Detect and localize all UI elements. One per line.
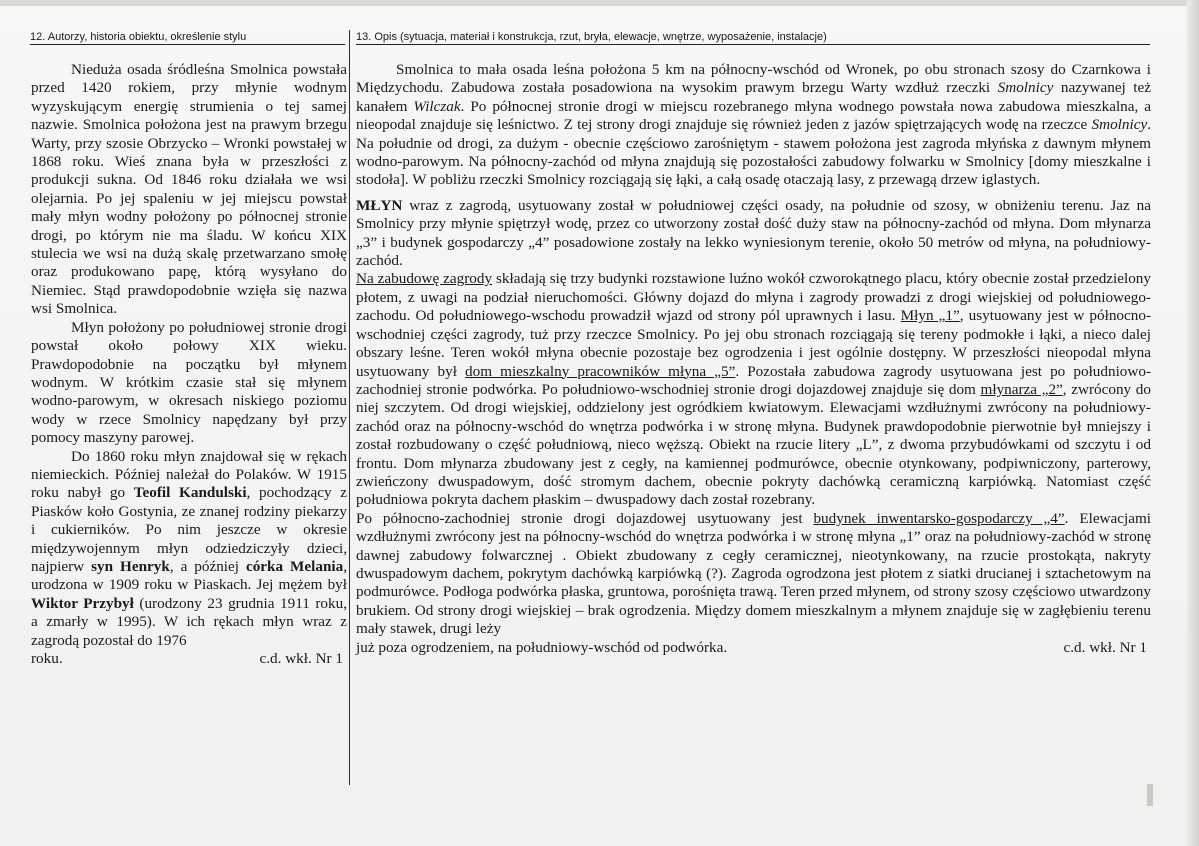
description-paragraph-3	[356, 270, 1151, 509]
text-run: . Pozostała zabudowa zagrody usytuowana jest po południowo-zachodniej stronie podwórka. Po południowo-wschodniej stronie drogi dojazdowej znajduje się dom	[356, 362, 1151, 398]
text-run: , a później	[169, 557, 246, 575]
section-13-header: 13. Opis (sytuacja, materiał i konstrukcja, rzut, bryła, elewacje, wnętrze, wyposażenie, instalacje)	[356, 30, 1150, 45]
underlined-term: młynarza „2”	[980, 380, 1063, 398]
text-run: . Po północnej stronie drogi w miejscu rozebranego młyna wodnego powstała nowa zabudowa mieszkalna, a nieopodal znajduje się leśnictwo. Z tej strony drogi znajduje się również jeden z jazów spiętrzających wodę na rzeczce	[356, 97, 1151, 134]
text-run: , urodzona w 1909 roku w Piaskach. Jej mężem był	[31, 557, 347, 594]
place-name: Smolnicy	[1091, 116, 1148, 134]
description-column	[356, 61, 1151, 657]
person-name: Wiktor Przybył	[31, 594, 134, 612]
text-run: Do 1860 roku młyn znajdował się w rękach niemieckich. Później należał do Polaków. W 1915 roku nabył go	[31, 447, 347, 502]
text-run: nazywanej też kanałem	[356, 79, 1151, 115]
text-run: składają się trzy budynki rozstawione luźno wokół czworokątnego placu, który obecnie został przedzielony płotem, z uwagi na podział nieruchomości. Główny dojazd do młyna i zagrody prowadzi z drogi wiejskiej od południowego-zachodu. Od południowego-wschodu prowadził wjazd od strony pól uprawnych i lasu.	[356, 270, 1151, 325]
underlined-term: Na zabudowę zagrody	[356, 270, 493, 288]
text-run: wraz z zagrodą, usytuowany został w południowej części osady, na południe od szosy, w obniżeniu terenu. Jaz na Smolnicy przy młynie spiętrzył wodę, przez co utworzony został dość duży staw na północny-zachód od młyna. Dom młynarza „3” i budynek gospodarczy „4” posadowione zostały na lekko wyniesionym terenie, około 50 metrów od młyna, na południowy-zachód.	[356, 196, 1151, 270]
text-run: , zwrócony do niej szczytem. Od drogi wiejskiej, oddzielony jest ogródkiem kwiatowym. Elewacjami wzdłużnymi zwrócony na południowy-zachód oraz na północny-wschód do wnętrza podwórka i w stronę młyna. Budynek prawdopodobnie pierwotnie był mniejszy i został rozbudowany o część południową, nieco węższą. Obiekt na rzucie litery „L”, z dwoma przybudówkami od szczytu i od frontu. Dom młynarza zbudowany jest z cegły, na kamiennej podmurówce, obecnie otynkowany, podpiwniczony, parterowy, zwieńczony dwuspadowym, dość stromym dachem, obecnie pokryty dachówką ceramiczną karpiówką. Natomiast część południowa pokryta dachem płaskim – dwuspadowy dach został rozebrany.	[356, 380, 1151, 509]
text-run: (urodzony 23 grudnia 1911 roku, a zmarły w 1995). W ich rękach młyn wraz z zagrodą pozostał do 1976	[31, 594, 348, 649]
place-name: Wilczak	[413, 97, 461, 115]
text-run: roku.	[31, 650, 63, 667]
continuation-note: c.d. wkł. Nr 1	[259, 650, 343, 667]
text-run: , usytuowany jest w północno-wschodniej części zagrody, tuż przy rzeczce Smolnicy. Po jej obu stronach rozciągają się tereny podmokłe i łąki, a nieco dalej obszary leśne. Teren wokół młyna obecnie pozostaje bez ogrodzenia i jest ogólnie dostępny. W przeszłości nieopodal młyna usytuowany był	[356, 307, 1152, 380]
section-12-header: 12. Autorzy, historia obiektu, określenie stylu	[30, 30, 345, 45]
description-paragraph-1	[356, 61, 1151, 190]
person-name: córka Melania	[245, 557, 344, 575]
text-run: już poza ogrodzeniem, na południowy-wschód od podwórka.	[356, 638, 728, 656]
scan-right-edge	[1187, 0, 1199, 846]
scan-margin-mark	[1147, 784, 1153, 806]
continuation-note: c.d. wkł. Nr 1	[1063, 638, 1147, 656]
text-run: . Na południe od drogi, za dużym - obecnie częściowo zarośniętym - stawem położona jest zagroda młyńska z dawnym młynem wodno-parowym. Na północny-zachód od młyna znajdują się pozostałości zabudowy folwarku w Smolnicy [domy mieszkalne i stodoła]. W pobliżu rzeczki Smolnicy rozciągają się łąki, a całą osadę otaczają lasy, z przewagą drzew iglastych.	[356, 116, 1151, 189]
text-run: Smolnica to mała osada leśna położona 5 km na północny-wschód od Wronek, po obu stronach szosy do Czarnkowa i Międzychodu. Zabudowa została posadowiona na wysokim prawym brzegu Warty wzdłuż rzeczki	[356, 61, 1151, 97]
description-paragraph-4	[356, 510, 1151, 639]
history-paragraph-1: Nieduża osada śródleśna Smolnica powstała przed 1420 rokiem, przy młynie wodnym wyzyskującym energię strumienia o tej samej nazwie. Smolnica położona jest na prawym brzegu Warty, przy szosie Obrzycko – Wronki powstałej w 1868 roku. Wieś znana była w przeszłości z produkcji sukna. Od 1846 roku działała we wsi olejarnia. Po jej spaleniu w jej miejscu powstał mały młyn wodny położony po północnej stronie drogi, po którym nie ma śladu. W końcu XIX stulecia we wsi na dużą skalę przetwarzano smołę oraz produkowano papę, którą wysyłano do Niemiec. Stąd prawdopodobnie wzięła się nazwa wsi Smolnica.	[31, 61, 347, 318]
history-paragraph-3	[31, 448, 347, 650]
column-divider	[349, 30, 350, 785]
place-name: Smolnicy	[997, 79, 1054, 97]
paragraph-gap	[356, 190, 1151, 197]
section-keyword: MŁYN	[356, 196, 403, 214]
underlined-term: Młyn „1”	[900, 307, 960, 325]
underlined-term: dom mieszkalny pracowników młyna „5”	[465, 362, 736, 380]
history-last-line	[31, 650, 347, 668]
text-run: . Elewacjami wzdłużnymi zwrócony jest na północny-wschód do wnętrza podwórka i w stronę młyna „1” oraz na południowy-zachód w stronę dawnej zabudowy folwarcznej . Obiekt zbudowany z cegły ceramicznej, nieotynkowany, na rzucie prostokąta, nakryty dwuspadowym dachem, pokrytym dachówką karpiówką (?). Zagroda ogrodzona jest płotem z siatki drucianej i sztachetowym na podmurówce. Podłoga podwórka płaska, gruntowa, porośnięta trawą. Teren przed młynem, od strony szosy częściowo utwardzony brukiem. Od strony drogi wiejskiej – brak ogrodzenia. Między domem mieszkalnym a młynem znajduje się w zagłębieniu terenu mały stawek, drugi leży	[356, 509, 1151, 638]
text-run: Po północno-zachodniej stronie drogi dojazdowej usytuowany jest	[356, 509, 814, 527]
underlined-term: budynek inwentarsko-gospodarczy „4”	[813, 509, 1065, 527]
description-last-line	[356, 639, 1151, 657]
person-name: Teofil Kandulski	[133, 484, 247, 502]
scan-top-edge	[0, 0, 1199, 6]
text-run: , pochodzący z Piasków koło Gostynia, ze znanej rodziny piekarzy i cukierników. Po nim jeszcze w okresie międzywojennym młyn odziedziczyły dzieci, najpierw	[31, 484, 347, 575]
history-column	[31, 61, 347, 668]
history-paragraph-2: Młyn położony po południowej stronie drogi powstał około połowy XIX wieku. Prawdopodobnie na początku był młynem wodnym. W krótkim czasie stał się młynem wodno-parowym, w okresach niskiego poziomu wody w rzece Smolnicy napędzany był przy pomocy maszyny parowej.	[31, 318, 347, 447]
description-paragraph-2	[356, 197, 1151, 271]
person-name: syn Henryk	[91, 557, 170, 575]
